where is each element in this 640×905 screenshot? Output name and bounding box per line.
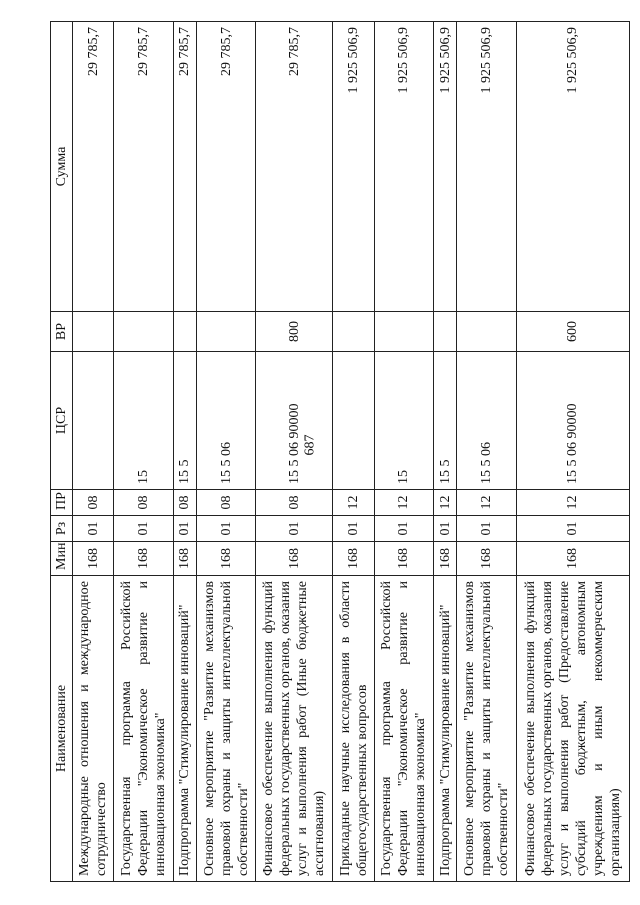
row-rz: 01: [256, 516, 333, 542]
header-csr: ЦСР: [51, 352, 73, 490]
row-name: Финансовое обеспечение выполнения функций федеральных государственных органов, оказания услуг и выполнения работ (Иные бюджетные ассигнования): [256, 576, 333, 882]
row-pr: 08: [196, 490, 255, 516]
row-rz: 01: [333, 516, 374, 542]
row-name: Подпрограмма "Стимулирование инноваций": [434, 576, 457, 882]
header-name: Наименование: [51, 576, 73, 882]
row-min: 168: [434, 542, 457, 576]
row-rz: 01: [374, 516, 433, 542]
row-name: Государственная программа Российской Федерации "Экономическое развитие и инновационная экономика": [114, 576, 173, 882]
rotated-page-content: [50, 22, 630, 882]
row-min: 168: [173, 542, 196, 576]
row-rz: 01: [457, 516, 516, 542]
row-name: Финансовое обеспечение выполнения функций федеральных государственных органов, оказания услуг и выполнения работ (Предоставление субсидий бюджетным, автономным учреждениям и иным некоммерческим организациям): [516, 576, 629, 882]
row-vr: [73, 312, 114, 352]
row-csr: 15 5 06 90000: [516, 352, 629, 490]
row-pr: 12: [434, 490, 457, 516]
row-rz: 01: [196, 516, 255, 542]
row-csr: 15 5 06 90000: [256, 352, 333, 490]
row-pr: 12: [516, 490, 629, 516]
row-vr: [114, 312, 173, 352]
header-rz: Рз: [51, 516, 73, 542]
row-sum: 1 925 506,9: [434, 22, 457, 312]
row-vr: [457, 312, 516, 352]
table-row: [256, 22, 333, 882]
table-row: [374, 22, 433, 882]
row-rz: 01: [73, 516, 114, 542]
row-vr: 600: [516, 312, 629, 352]
table-row: [516, 22, 629, 882]
row-name: Основное мероприятие "Развитие механизмов правовой охраны и защиты интеллектуальной собственности": [457, 576, 516, 882]
header-vr: ВР: [51, 312, 73, 352]
row-rz: 01: [516, 516, 629, 542]
row-sum: 29 785,7: [173, 22, 196, 312]
row-name: Государственная программа Российской Федерации "Экономическое развитие и инновационная экономика": [374, 576, 433, 882]
row-csr: [73, 352, 114, 490]
row-csr: 15: [114, 352, 173, 490]
row-pr: 12: [333, 490, 374, 516]
row-vr: [374, 312, 433, 352]
page-number: 687: [302, 434, 318, 456]
row-pr: 08: [256, 490, 333, 516]
row-name: Международные отношения и международное сотрудничество: [73, 576, 114, 882]
row-vr: [434, 312, 457, 352]
table-row: [333, 22, 374, 882]
row-vr: [333, 312, 374, 352]
row-sum: 29 785,7: [114, 22, 173, 312]
row-min: 168: [333, 542, 374, 576]
row-rz: 01: [434, 516, 457, 542]
row-sum: 1 925 506,9: [457, 22, 516, 312]
row-csr: 15 5: [173, 352, 196, 490]
row-sum: 1 925 506,9: [516, 22, 629, 312]
table-row: [114, 22, 173, 882]
budget-table: [50, 21, 630, 882]
row-sum: 29 785,7: [256, 22, 333, 312]
row-sum: 29 785,7: [73, 22, 114, 312]
row-csr: 15 5 06: [196, 352, 255, 490]
row-sum: 1 925 506,9: [374, 22, 433, 312]
row-name: Основное мероприятие "Развитие механизмов правовой охраны и защиты интеллектуальной собственности": [196, 576, 255, 882]
row-vr: 800: [256, 312, 333, 352]
table-header-row: [51, 22, 73, 882]
row-pr: 12: [374, 490, 433, 516]
row-csr: 15 5 06: [457, 352, 516, 490]
table-row: [173, 22, 196, 882]
row-csr: 15 5: [434, 352, 457, 490]
row-sum: 1 925 506,9: [333, 22, 374, 312]
row-rz: 01: [173, 516, 196, 542]
row-name: Прикладные научные исследования в области общегосударственных вопросов: [333, 576, 374, 882]
row-vr: [173, 312, 196, 352]
row-min: 168: [457, 542, 516, 576]
row-min: 168: [374, 542, 433, 576]
table-row: [457, 22, 516, 882]
header-sum: Сумма: [51, 22, 73, 312]
header-pr: ПР: [51, 490, 73, 516]
row-csr: [333, 352, 374, 490]
row-min: 168: [516, 542, 629, 576]
row-min: 168: [114, 542, 173, 576]
row-pr: 08: [114, 490, 173, 516]
row-csr: 15: [374, 352, 433, 490]
header-min: Мин: [51, 542, 73, 576]
row-pr: 08: [73, 490, 114, 516]
row-pr: 12: [457, 490, 516, 516]
table-row: [196, 22, 255, 882]
row-min: 168: [196, 542, 255, 576]
row-vr: [196, 312, 255, 352]
row-sum: 29 785,7: [196, 22, 255, 312]
table-row: [73, 22, 114, 882]
table-row: [434, 22, 457, 882]
row-name: Подпрограмма "Стимулирование инноваций": [173, 576, 196, 882]
row-rz: 01: [114, 516, 173, 542]
row-min: 168: [256, 542, 333, 576]
row-min: 168: [73, 542, 114, 576]
row-pr: 08: [173, 490, 196, 516]
